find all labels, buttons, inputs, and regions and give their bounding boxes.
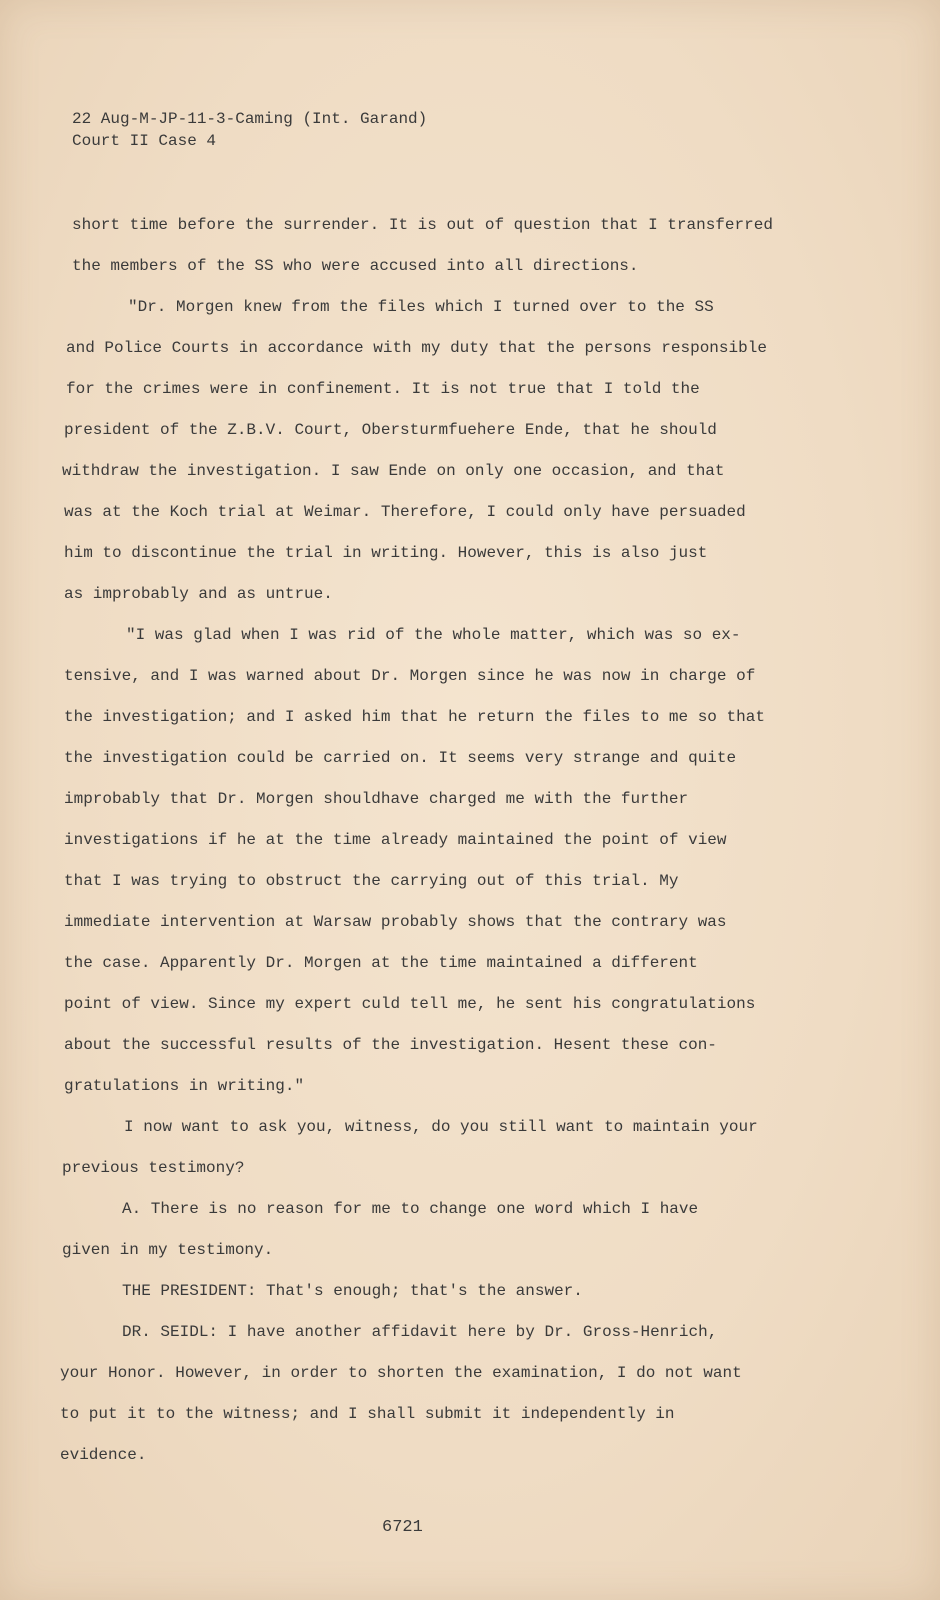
text-line: THE PRESIDENT: That's enough; that's the answer. — [122, 1282, 583, 1300]
text-line: point of view. Since my expert culd tell me, he sent his congratulations — [64, 995, 756, 1013]
text-line: and Police Courts in accordance with my duty that the persons responsible — [66, 339, 767, 357]
text-line: immediate intervention at Warsaw probably shows that the contrary was — [64, 913, 727, 931]
text-line: your Honor. However, in order to shorten the examination, I do not want — [60, 1364, 742, 1382]
text-line: short time before the surrender. It is out of question that I transferred — [72, 216, 773, 234]
text-line: for the crimes were in confinement. It is not true that I told the — [66, 380, 700, 398]
text-line: him to discontinue the trial in writing. However, this is also just — [64, 544, 708, 562]
text-line: investigations if he at the time already maintained the point of view — [64, 831, 727, 849]
page-number: 6721 — [382, 1518, 423, 1537]
text-line: A. There is no reason for me to change one word which I have — [122, 1200, 699, 1218]
text-line: I now want to ask you, witness, do you still want to maintain your — [124, 1118, 758, 1136]
text-line: was at the Koch trial at Weimar. Therefore, I could only have persuaded — [64, 503, 746, 521]
text-line: to put it to the witness; and I shall submit it independently in — [60, 1405, 675, 1423]
text-line: improbably that Dr. Morgen shouldhave charged me with the further — [64, 790, 689, 808]
text-line: president of the Z.B.V. Court, Obersturmfuehere Ende, that he should — [64, 421, 717, 439]
text-line: withdraw the investigation. I saw Ende on only one occasion, and that — [62, 462, 725, 480]
text-line: the investigation could be carried on. It seems very strange and quite — [64, 749, 737, 767]
text-line: evidence. — [60, 1446, 147, 1464]
text-line: the members of the SS who were accused into all directions. — [72, 257, 639, 275]
text-line: tensive, and I was warned about Dr. Morgen since he was now in charge of — [64, 667, 756, 685]
text-line: "Dr. Morgen knew from the files which I turned over to the SS — [128, 298, 714, 316]
text-line: the investigation; and I asked him that he return the files to me so that — [64, 708, 765, 726]
text-line: previous testimony? — [62, 1159, 245, 1177]
text-line: as improbably and as untrue. — [64, 585, 333, 603]
text-line: that I was trying to obstruct the carrying out of this trial. My — [64, 872, 679, 890]
text-line: "I was glad when I was rid of the whole matter, which was so ex- — [126, 626, 741, 644]
header-reference-line: 22 Aug-M-JP-11-3-Caming (Int. Garand) — [72, 110, 428, 128]
document-header — [72, 108, 427, 152]
text-line: given in my testimony. — [62, 1241, 274, 1259]
text-line: about the successful results of the investigation. Hesent these con- — [64, 1036, 717, 1054]
text-line: DR. SEIDL: I have another affidavit here by Dr. Gross-Henrich, — [122, 1323, 718, 1341]
text-line: gratulations in writing." — [64, 1077, 305, 1095]
header-court-line: Court II Case 4 — [72, 132, 217, 150]
text-line: the case. Apparently Dr. Morgen at the time maintained a different — [64, 954, 698, 972]
